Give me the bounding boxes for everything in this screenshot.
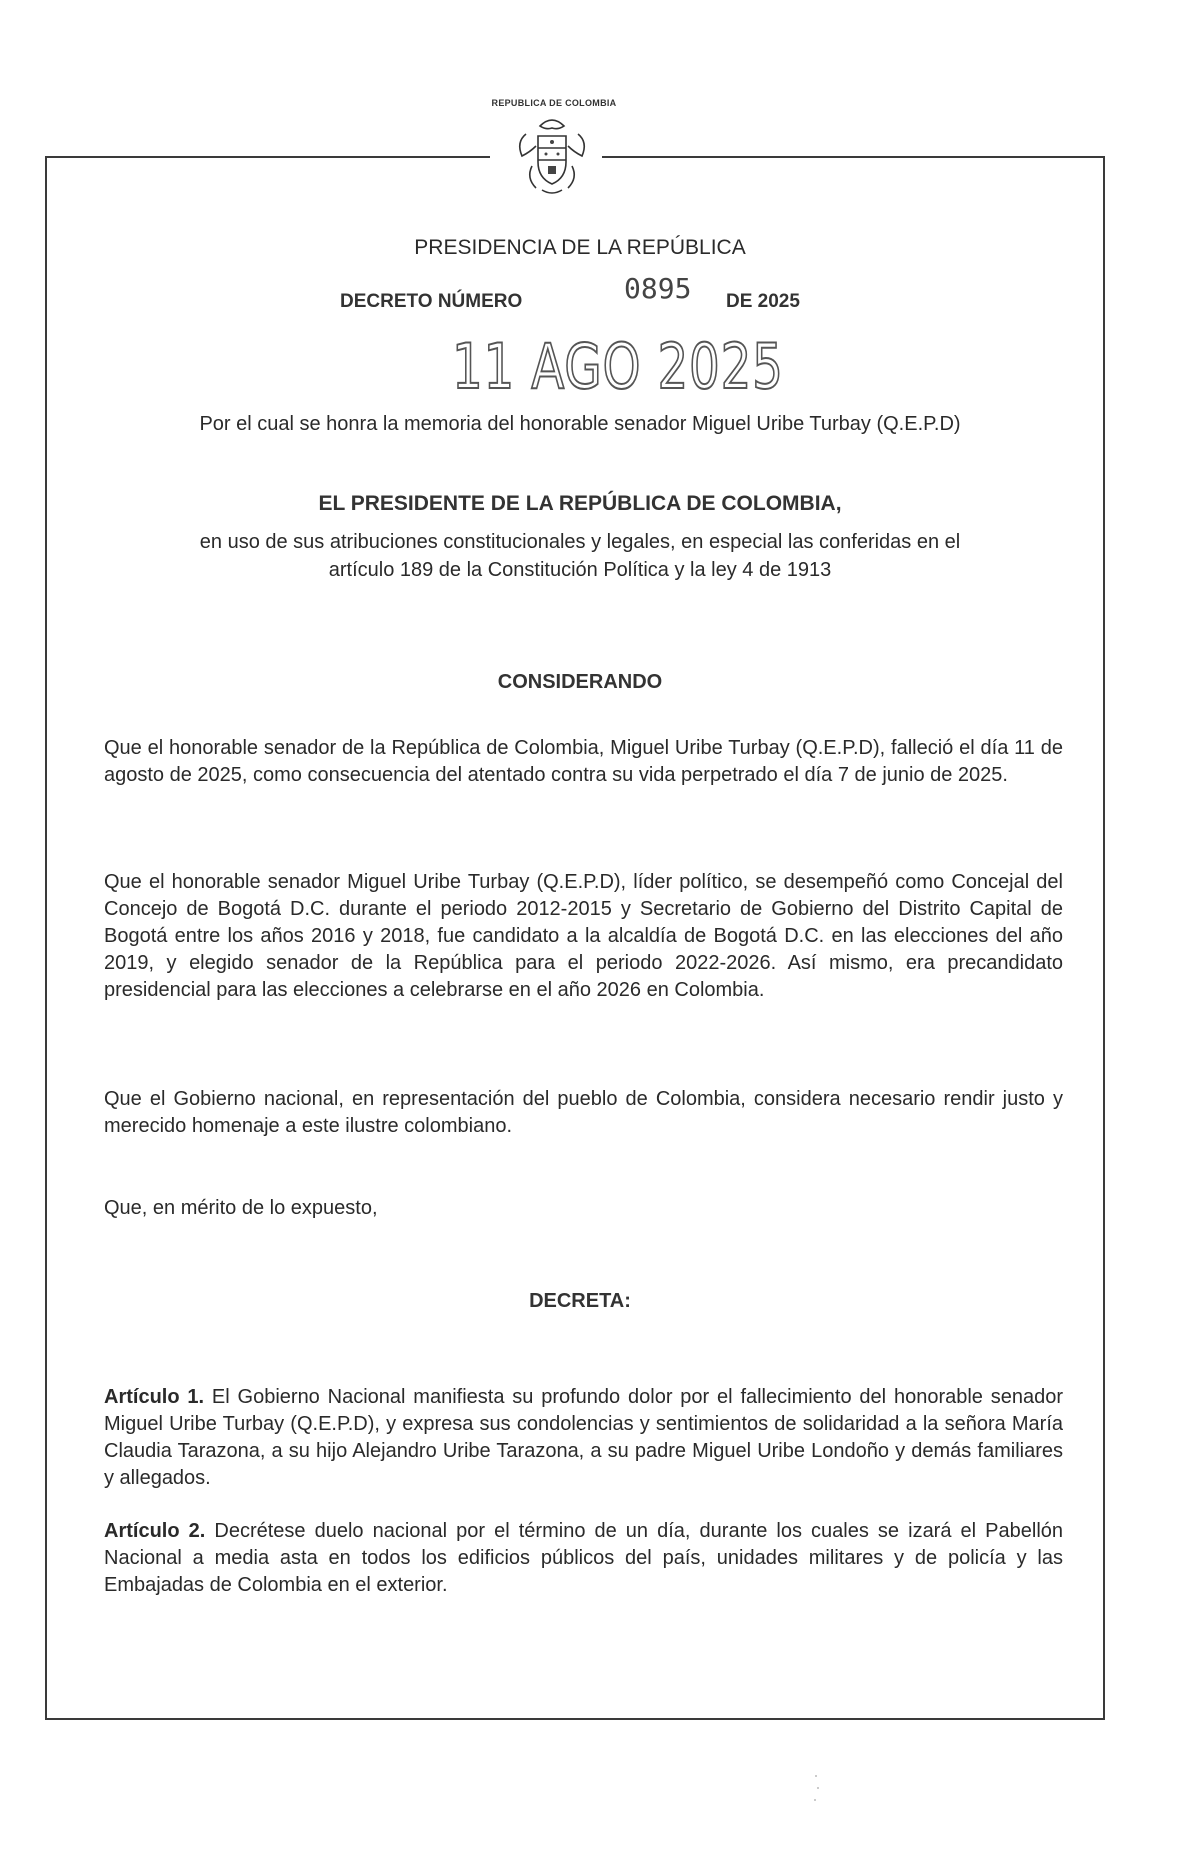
article-text: El Gobierno Nacional manifiesta su profundo dolor por el fallecimiento del honorable senador Miguel Uribe Turbay (Q.E.P.D), y expresa sus condolencias y sentimientos de solidaridad a la señora María Claudia Tarazona, a su hijo Alejandro Uribe Tarazona, a su padre Miguel Uribe Londoño y demás familiares y allegados. [104, 1386, 1064, 1489]
article-1 [104, 1384, 1063, 1492]
republic-label: REPUBLICA DE COLOMBIA [491, 98, 617, 108]
date-stamp: 11 AGO 2025 [452, 330, 784, 403]
considerando-paragraph: Que, en mérito de lo expuesto, [104, 1197, 378, 1219]
decreta-heading: DECRETA: [529, 1290, 631, 1312]
article-2 [104, 1518, 1063, 1599]
authority-title: EL PRESIDENTE DE LA REPÚBLICA DE COLOMBIA, [318, 492, 842, 515]
considerando-paragraph: Que el honorable senador de la República de Colombia, Miguel Uribe Turbay (Q.E.P.D), falleció el día 11 de agosto de 2025, como consecuencia del atentado contra su vida perpetrado el día 7 de junio de 2025. [104, 737, 1063, 786]
coat-of-arms-icon [512, 112, 592, 202]
decree-year-label: DE 2025 [726, 291, 800, 312]
presidency-heading: PRESIDENCIA DE LA REPÚBLICA [414, 236, 746, 259]
article-label: Artículo 1. [104, 1386, 205, 1408]
article-label: Artículo 2. [104, 1520, 206, 1542]
authority-line-2: artículo 189 de la Constitución Política y la ley 4 de 1913 [328, 559, 832, 581]
authority-line-1: en uso de sus atribuciones constitucionales y legales, en especial las conferidas en el [199, 531, 961, 553]
decree-label: DECRETO NÚMERO [340, 291, 523, 312]
scan-specks [808, 1770, 838, 1810]
decree-number: 0895 [624, 272, 692, 305]
authority-basis [0, 528, 1160, 584]
considerando-paragraph: Que el Gobierno nacional, en representación del pueblo de Colombia, considera necesario rendir justo y merecido homenaje a este ilustre colombiano. [104, 1088, 1063, 1137]
decree-subject: Por el cual se honra la memoria del honorable senador Miguel Uribe Turbay (Q.E.P.D) [199, 413, 961, 435]
article-text: Decrétese duelo nacional por el término de un día, durante los cuales se izará el Pabellón Nacional a media asta en todos los edificios públicos del país, unidades militares y de policía y las Embajadas de Colombia en el exterior. [104, 1520, 1064, 1596]
considerando-heading: CONSIDERANDO [497, 671, 663, 693]
considerando-paragraph: Que el honorable senador Miguel Uribe Turbay (Q.E.P.D), líder político, se desempeñó como Concejal del Concejo de Bogotá D.C. durante el periodo 2012-2015 y Secretario de Gobierno del Distrito Capital de Bogotá entre los años 2016 y 2018, fue candidato a la alcaldía de Bogotá D.C. en las elecciones del año 2019, y elegido senador de la República para el periodo 2022-2026. Así mismo, era precandidato presidencial para las elecciones a celebrarse en el año 2026 en Colombia. [104, 871, 1063, 1001]
